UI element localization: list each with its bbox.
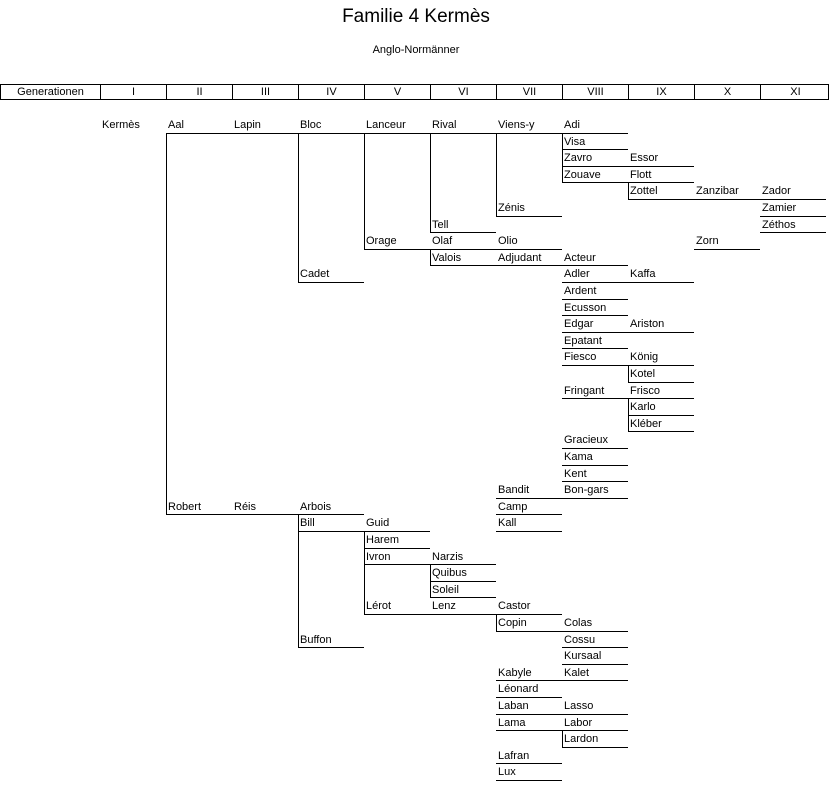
tree-node: Lasso (564, 700, 594, 712)
connector-line (562, 166, 628, 167)
connector-line (430, 249, 496, 250)
tree-node: Kent (564, 467, 587, 480)
tree-node: Essor (630, 152, 659, 165)
tree-node: Bon-gars (564, 484, 609, 497)
connector-line (628, 182, 629, 200)
connector-line (364, 564, 430, 565)
tree-node: Kall (498, 517, 517, 530)
tree-node: Tell (432, 218, 449, 231)
tree-node: Adler (564, 268, 590, 281)
tree-node: Kléber (630, 417, 662, 430)
generation-header-10: X (695, 85, 761, 99)
connector-line (298, 133, 364, 134)
connector-line (496, 631, 562, 632)
connector-line (232, 514, 298, 515)
tree-node: Harem (366, 534, 400, 546)
connector-line (562, 265, 628, 266)
tree-node: Zador (762, 185, 791, 198)
tree-node: Copin (498, 617, 527, 629)
connector-line (430, 232, 496, 233)
connector-line (364, 548, 430, 549)
connector-line (628, 199, 694, 200)
connector-line (562, 348, 628, 349)
connector-line (562, 680, 628, 681)
connector-line (496, 531, 562, 532)
connector-line (760, 199, 826, 200)
connector-line (298, 133, 299, 283)
connector-line (562, 315, 628, 316)
tree-node: Bill (300, 517, 315, 530)
tree-node: Olio (498, 235, 518, 248)
connector-line (496, 614, 497, 632)
connector-line (694, 199, 760, 200)
connector-line (562, 365, 628, 366)
tree-node: Kermès (102, 119, 140, 131)
tree-node: Kama (564, 451, 593, 463)
connector-line (628, 415, 694, 416)
connector-line (628, 166, 694, 167)
connector-line (430, 564, 496, 565)
tree-node: Orage (366, 235, 397, 248)
tree-node: Quibus (432, 567, 467, 580)
connector-line (496, 498, 562, 499)
connector-line (496, 680, 562, 681)
connector-line (496, 697, 562, 698)
tree-node: Zottel (630, 185, 658, 198)
connector-line (562, 465, 628, 466)
connector-line (496, 216, 562, 217)
connector-line (562, 498, 628, 499)
generation-header-0: Generationen (1, 85, 101, 99)
tree-node: Buffon (300, 633, 332, 646)
connector-line (562, 647, 628, 648)
tree-node: Viens-y (498, 119, 535, 131)
tree-node: Adi (564, 119, 580, 131)
connector-line (562, 664, 628, 665)
connector-line (364, 531, 365, 615)
tree-node: Cossu (564, 633, 596, 646)
tree-node: Fringant (564, 384, 605, 397)
connector-line (298, 282, 364, 283)
connector-line (298, 514, 364, 515)
connector-line (496, 714, 562, 715)
tree-node: Narzis (432, 550, 464, 563)
generation-header-3: III (233, 85, 299, 99)
tree-node: Zouave (564, 168, 601, 181)
connector-line (364, 133, 365, 250)
tree-node: Lapin (234, 119, 261, 131)
generation-header-11: XI (790, 86, 801, 98)
connector-line (628, 365, 694, 366)
tree-node: Adjudant (498, 251, 542, 264)
connector-line (562, 398, 628, 399)
connector-line (760, 216, 826, 217)
tree-node: Labor (564, 716, 593, 729)
connector-line (628, 332, 694, 333)
connector-line (430, 133, 431, 234)
connector-line (694, 249, 760, 250)
generation-header-6: VI (431, 85, 497, 99)
connector-line (496, 730, 562, 731)
tree-node: Ariston (630, 318, 665, 331)
connector-line (562, 282, 628, 283)
tree-node: Ivron (366, 550, 391, 563)
connector-line (628, 182, 694, 183)
tree-node: Guid (366, 517, 390, 530)
generation-header-4: IV (299, 85, 365, 99)
connector-line (364, 531, 430, 532)
tree-node: Robert (168, 500, 202, 513)
generation-header-8: VIII (563, 85, 629, 99)
generation-header-1: I (101, 85, 167, 99)
tree-node: Léonard (498, 683, 539, 696)
connector-line (496, 249, 562, 250)
tree-node: Bandit (498, 484, 530, 497)
connector-line (166, 133, 167, 516)
generation-header-9: IX (629, 85, 695, 99)
connector-line (562, 332, 628, 333)
connector-line (430, 614, 496, 615)
connector-line (496, 614, 562, 615)
connector-line (496, 763, 562, 764)
tree-node: Zavro (564, 152, 593, 165)
connector-line (562, 133, 563, 184)
tree-node: Camp (498, 500, 528, 513)
tree-node: Cadet (300, 268, 330, 281)
connector-line (628, 365, 629, 383)
tree-node: Lafran (498, 749, 530, 762)
connector-line (562, 481, 628, 482)
tree-node: Zanzibar (696, 185, 739, 198)
connector-line (628, 382, 694, 383)
generation-header-5: V (365, 85, 431, 99)
tree-node: Gracieux (564, 434, 609, 447)
tree-node: Edgar (564, 318, 594, 331)
connector-line (364, 249, 430, 250)
connector-line (760, 232, 826, 233)
connector-line (628, 282, 694, 283)
connector-line (628, 398, 629, 432)
tree-node: Visa (564, 135, 586, 148)
tree-node: Kotel (630, 368, 656, 380)
connector-line (562, 631, 628, 632)
connector-line (430, 249, 431, 267)
generation-header-2: II (167, 85, 233, 99)
generation-header-7: VII (497, 85, 563, 99)
connector-line (496, 133, 497, 217)
connector-line (562, 714, 628, 715)
tree-node: Ardent (564, 285, 597, 297)
connector-line (166, 514, 232, 515)
connector-line (496, 265, 562, 266)
tree-node: Colas (564, 617, 593, 629)
tree-node: Karlo (630, 401, 656, 414)
connector-line (562, 448, 628, 449)
connector-line (166, 133, 232, 134)
connector-line (430, 133, 496, 134)
tree-node: Acteur (564, 251, 596, 264)
connector-line (298, 514, 299, 648)
tree-node: Lardon (564, 733, 599, 746)
connector-line (628, 398, 694, 399)
connector-line (430, 265, 496, 266)
tree-node: Kabyle (498, 666, 532, 679)
connector-line (562, 149, 628, 150)
tree-node: Fiesco (564, 351, 597, 364)
connector-line (364, 133, 430, 134)
tree-node: Lanceur (366, 119, 406, 131)
tree-node: Valois (432, 251, 462, 264)
tree-node: Kalet (564, 666, 590, 679)
connector-line (298, 531, 364, 532)
tree-node: Zénis (498, 202, 525, 214)
connector-line (562, 299, 628, 300)
tree-node: Epatant (564, 334, 602, 347)
tree-node: Zorn (696, 235, 719, 248)
tree-node: Lama (498, 716, 526, 729)
tree-node: Frisco (630, 384, 660, 397)
connector-line (298, 647, 364, 648)
tree-node: Castor (498, 600, 531, 613)
connector-line (562, 182, 628, 183)
tree-node: Lérot (366, 600, 392, 613)
tree-node: Lenz (432, 600, 456, 613)
tree-node: Arbois (300, 500, 332, 513)
connector-line (496, 133, 562, 134)
page-title: Familie 4 Kermès (342, 6, 490, 27)
tree-node: König (630, 351, 659, 364)
tree-node: Laban (498, 700, 529, 712)
connector-line (364, 614, 430, 615)
tree-node: Bloc (300, 119, 322, 131)
connector-line (562, 133, 628, 134)
connector-line (496, 780, 562, 781)
connector-line (562, 730, 563, 748)
tree-node: Flott (630, 168, 652, 181)
tree-node: Zamier (762, 202, 797, 214)
connector-line (628, 431, 694, 432)
tree-node: Réis (234, 500, 257, 513)
tree-node: Lux (498, 766, 516, 779)
tree-node: Ecusson (564, 301, 607, 314)
tree-node: Zéthos (762, 218, 796, 231)
tree-node: Aal (168, 119, 184, 131)
tree-node: Soleil (432, 583, 459, 596)
connector-line (562, 730, 628, 731)
connector-line (430, 564, 431, 598)
connector-line (562, 747, 628, 748)
tree-node: Kursaal (564, 650, 602, 663)
connector-line (232, 133, 298, 134)
connector-line (430, 597, 496, 598)
tree-node: Olaf (432, 235, 453, 248)
connector-line (496, 514, 562, 515)
tree-node: Kaffa (630, 268, 656, 281)
page-subtitle: Anglo-Normänner (372, 44, 460, 56)
connector-line (430, 581, 496, 582)
tree-node: Rival (432, 119, 457, 131)
